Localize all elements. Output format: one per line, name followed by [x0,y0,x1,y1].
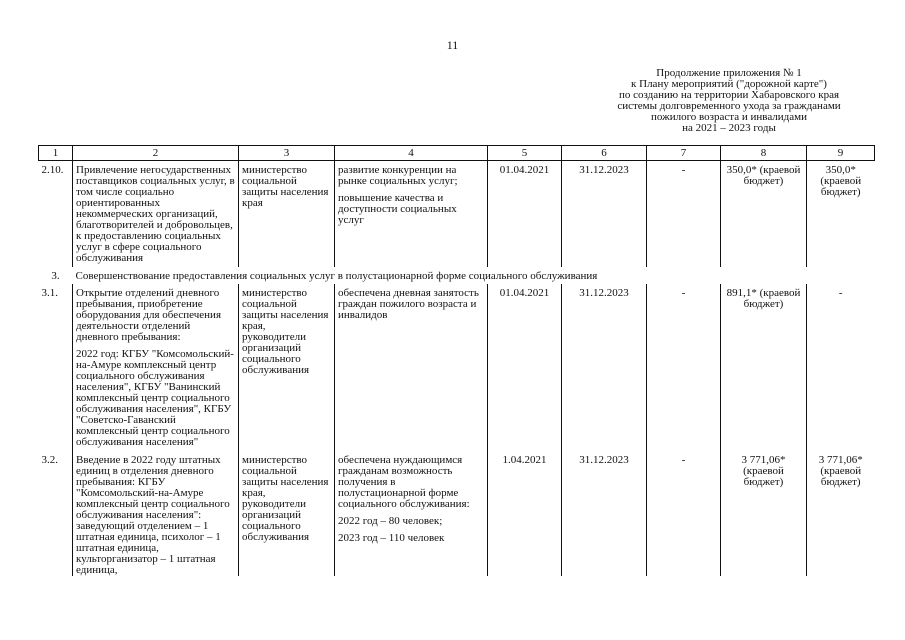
column-number-row [39,146,875,161]
activity-text: 2022 год: КГБУ "Комсомольский-на-Амуре комплексный центр социального обслуживания населения", КГБУ "Ванинский комплексный центр социального обслуживания населения", КГБУ "Советско-Гаванский комплексный центр социального обслуживания населения" [76,348,234,448]
column-header: 5 [488,146,562,161]
end-date: 31.12.2023 [562,161,647,268]
result-text: 2022 год – 80 человек; [338,515,443,527]
result-cell [335,451,488,576]
appendix-line: по созданию на территории Хабаровского края [618,89,840,101]
col9-cell: - [807,284,875,451]
column-header: 9 [807,146,875,161]
page-number: 11 [446,38,459,52]
column-header: 1 [39,146,73,161]
appendix-line: к Плану мероприятий ("дорожной карте") [631,78,827,90]
result-text: обеспечена нуждающимся гражданам возможность получения в полустационарной форме социального обслуживания: [338,454,470,510]
activity-cell: Введение в 2022 году штатных единиц в отделения дневного пребывания: КГБУ "Комсомольский-на-Амуре комплексный центр социального обслуживания населения": заведующий отделением – 1 штатная единица, психолог – 1 штатная единица, культорганизатор – 1 штатная единица, [73,451,239,576]
section-row [39,267,875,284]
appendix-line: Продолжение приложения № 1 [656,67,802,79]
activity-cell [73,284,239,451]
row-number: 2.10. [41,164,64,176]
end-date: 31.12.2023 [562,284,647,451]
result-text: развитие конкуренции на рынке социальных услуг; [338,164,458,187]
funding-cell: 350,0* (краевой бюджет) [807,161,875,268]
funding-cell: 3 771,06* (краевой бюджет) [807,451,875,576]
result-cell [335,161,488,268]
column-header: 7 [647,146,721,161]
executor-cell: министерство социальной защиты населения края, руководители организаций социального обслуживания [239,284,335,451]
activity-text: Открытие отделений дневного пребывания, приобретение оборудования для обеспечения деятельности отделений дневного пребывания: [76,287,221,343]
executor-cell: министерство социальной защиты населения края, руководители организаций социального обслуживания [239,451,335,576]
result-cell: обеспечена дневная занятость граждан пожилого возраста и инвалидов [335,284,488,451]
row-number: 3.2. [41,454,58,466]
appendix-line: системы долговременного ухода за гражданами [617,100,841,112]
table-row [39,451,875,576]
start-date: 01.04.2021 [488,284,562,451]
section-title: Совершенствование предоставления социальных услуг в полустационарной форме социального обслуживания [75,270,598,282]
funding-cell: 891,1* (краевой бюджет) [721,284,807,451]
funding-cell: 350,0* (краевой бюджет) [721,161,807,268]
table-row [39,161,875,268]
appendix-line: пожилого возраста и инвалидами [650,111,808,123]
column-header: 4 [335,146,488,161]
table-row [39,284,875,451]
plan-table [38,145,875,576]
start-date: 1.04.2021 [488,451,562,576]
funding-cell: 3 771,06* (краевой бюджет) [721,451,807,576]
col7-cell: - [647,451,721,576]
col7-cell: - [647,161,721,268]
activity-cell: Привлечение негосударственных поставщиков социальных услуг, в том числе социально ориентированных некоммерческих организаций, благотворителей и добровольцев, к предоставлению социальных услуг в сфере социального обслуживания [73,161,239,268]
row-number: 3.1. [41,287,58,299]
appendix-line: на 2021 – 2023 годы [682,122,776,134]
section-number: 3. [51,270,60,282]
result-text: повышение качества и доступности социальных услуг [338,192,457,226]
executor-cell: министерство социальной защиты населения края [239,161,335,268]
start-date: 01.04.2021 [488,161,562,268]
col7-cell: - [647,284,721,451]
column-header: 6 [562,146,647,161]
column-header: 3 [239,146,335,161]
appendix-heading [584,68,874,134]
column-header: 8 [721,146,807,161]
result-text: 2023 год – 110 человек [338,532,445,544]
end-date: 31.12.2023 [562,451,647,576]
column-header: 2 [73,146,239,161]
